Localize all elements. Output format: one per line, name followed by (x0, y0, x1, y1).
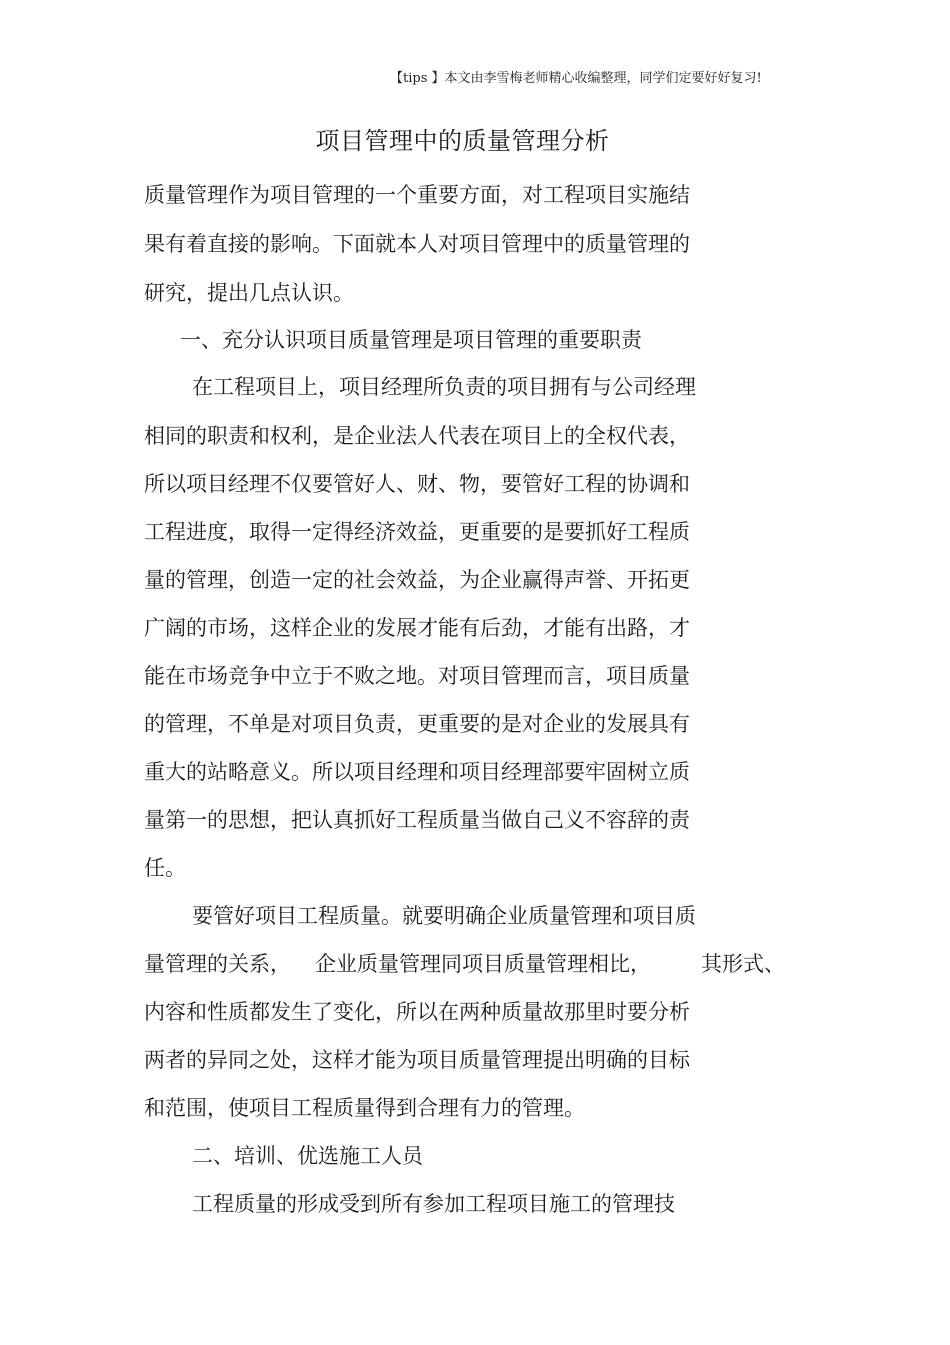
paragraph-line: 的管理，不单是对项目负责，更重要的是对企业的发展具有 (144, 712, 690, 736)
paragraph-line: 量的管理，创造一定的社会效益，为企业赢得声誉、开拓更 (144, 568, 690, 592)
document-title: 项目管理中的质量管理分析 (315, 127, 610, 155)
paragraph-line: 果有着直接的影响。下面就本人对项目管理中的质量管理的 (144, 232, 690, 256)
paragraph-line: 在工程项目上，项目经理所负责的项目拥有与公司经理 (192, 375, 696, 399)
paragraph-line: 工程进度，取得一定得经济效益，更重要的是要抓好工程质 (144, 520, 690, 544)
header-tips: 【tips 】本文由李雪梅老师精心收编整理，同学们定要好好复习! (390, 71, 762, 86)
split-part-2: 企业质量管理同项目质量管理相比， (315, 952, 651, 976)
paragraph-line: 质量管理作为项目管理的一个重要方面，对工程项目实施结 (144, 183, 690, 207)
paragraph-line: 研究，提出几点认识。 (144, 281, 354, 305)
paragraph-line-split (144, 949, 785, 979)
paragraph-line: 所以项目经理不仅要管好人、财、物，要管好工程的协调和 (144, 472, 690, 496)
split-part-1: 量管理的关系， (144, 952, 291, 976)
paragraph-line: 相同的职责和权利，是企业法人代表在项目上的全权代表， (144, 424, 690, 448)
paragraph-line: 能在市场竞争中立于不败之地。对项目管理而言，项目质量 (144, 664, 690, 688)
paragraph-line: 要管好项目工程质量。就要明确企业质量管理和项目质 (192, 904, 696, 928)
section-heading: 二、培训、优选施工人员 (192, 1144, 423, 1168)
paragraph-line: 和范围，使项目工程质量得到合理有力的管理。 (144, 1096, 585, 1120)
paragraph-line: 工程质量的形成受到所有参加工程项目施工的管理技 (192, 1192, 675, 1216)
paragraph-line: 内容和性质都发生了变化，所以在两种质量故那里时要分析 (144, 1000, 690, 1024)
paragraph-line: 任。 (144, 856, 186, 880)
split-part-3: 其形式、 (701, 952, 785, 976)
paragraph-line: 广阔的市场，这样企业的发展才能有后劲，才能有出路，才 (144, 616, 690, 640)
paragraph-line: 重大的站略意义。所以项目经理和项目经理部要牢固树立质 (144, 760, 690, 784)
section-heading: 一、充分认识项目质量管理是项目管理的重要职责 (180, 328, 642, 352)
paragraph-line: 两者的异同之处，这样才能为项目质量管理提出明确的目标 (144, 1048, 690, 1072)
paragraph-line: 量第一的思想，把认真抓好工程质量当做自己义不容辞的责 (144, 808, 690, 832)
